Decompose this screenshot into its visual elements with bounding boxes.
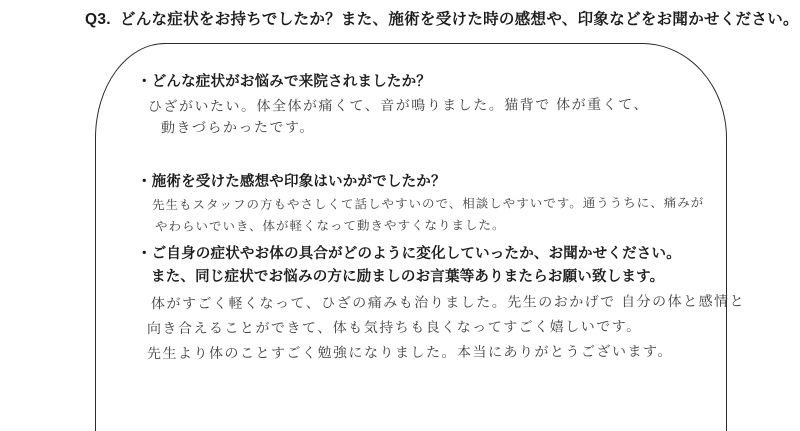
answer-3-line-1: 体がすごく軽くなって、ひざの痛みも治りました。先生のおかげで 自分の体と感情と	[150, 292, 746, 312]
answer-2-line-1: 先生もスタッフの方もやさしくて話しやすいので、相談しやすいです。通ううちに、痛みが	[151, 195, 705, 213]
question-header-text: どんな症状をお持ちでしたか？また、施術を受けた時の感想や、印象などをお聞かせください。	[119, 11, 799, 28]
question-number: Q3.	[85, 11, 111, 28]
answer-2-line-2: やわらいでいき、体が軽くなって動きやすくなりました。	[154, 218, 506, 234]
answer-1-line-2: 動きづらかったです。	[160, 118, 315, 136]
sub-question-3-line-1: ・ご自身の症状やお体の具合がどのように変化していったか、お聞かせください。	[137, 246, 681, 262]
answer-1-line-1: ひざがいたい。体全体が痛くて、音が鳴りました。猫背で 体が重くて、	[147, 95, 649, 115]
sub-question-1: ・どんな症状がお悩みで来院されましたか？	[137, 74, 431, 90]
answer-3-line-2: 向き合えることができて、体も気持ちも良くなってすごく嬉しいです。	[146, 317, 642, 337]
question-header	[85, 11, 799, 30]
sub-question-3-line-2: また、同じ症状でお悩みの方に励ましのお言葉等ありまたらお願い致します。	[151, 269, 665, 285]
sub-question-2: ・施術を受けた感想や印象はいかがでしたか？	[137, 174, 446, 190]
answer-3-line-3: 先生より体のことすごく勉強になりました。本当にありがとうございます。	[146, 342, 673, 362]
